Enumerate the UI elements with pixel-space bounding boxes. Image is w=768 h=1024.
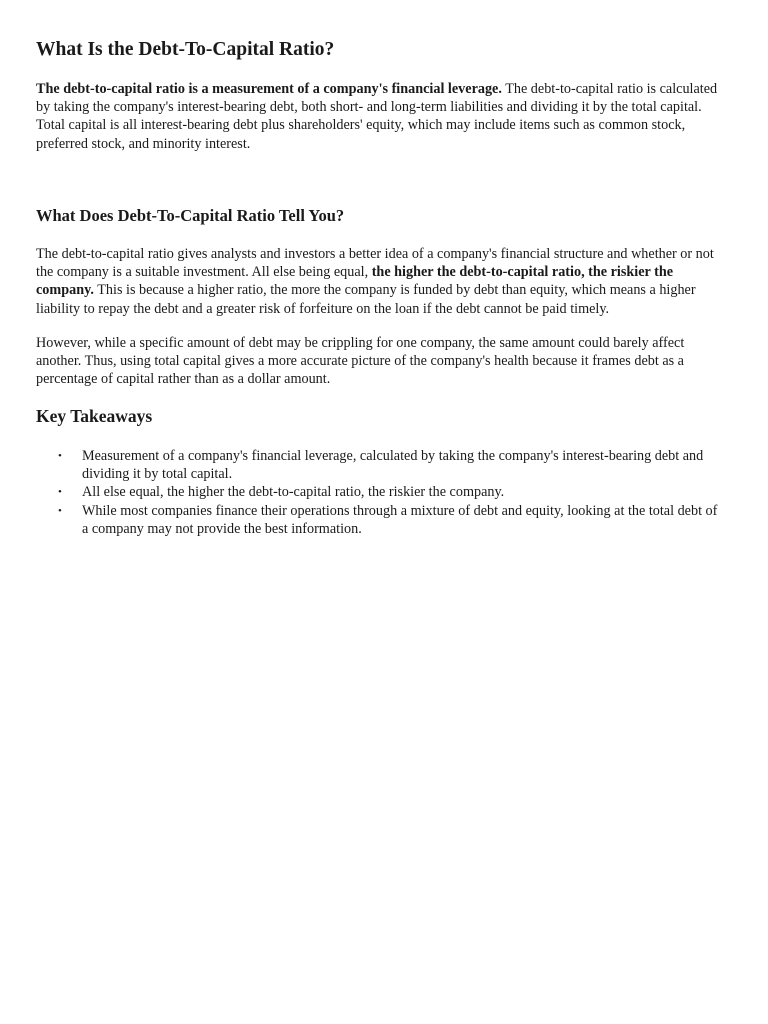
bullet-icon: • (58, 504, 62, 517)
list-item (58, 483, 732, 501)
page-title: What Is the Debt-To-Capital Ratio? (36, 39, 335, 60)
list-item-text: While most companies finance their operations through a mixture of debt and equity, looking at the total debt of a company may not provide the best information. (82, 502, 718, 537)
intro-bold-definition: The debt-to-capital ratio is a measurement of a company's financial leverage. (36, 81, 502, 97)
list-item-text: Measurement of a company's financial leverage, calculated by taking the company's interest-bearing debt and dividing it by total capital. (82, 448, 704, 483)
section-paragraph-2: However, while a specific amount of debt may be crippling for one company, the same amount could barely affect another. Thus, using total capital gives a more accurate picture of the company's health because it frames debt as a percentage of capital rather than as a dollar amount. (36, 335, 685, 388)
intro-paragraph (36, 80, 732, 153)
section-paragraph-1-tail: This is because a higher ratio, the more the company is funded by debt than equity, which means a higher liability to repay the debt and a greater risk of forfeiture on the loan if the debt cannot be paid timely. (36, 282, 696, 317)
list-item-text: All else equal, the higher the debt-to-capital ratio, the riskier the company. (82, 484, 505, 501)
section-paragraph-1 (36, 245, 732, 318)
bullet-icon: • (58, 450, 62, 462)
section-paragraph-1-lead: The debt-to-capital ratio gives analysts and investors a better idea of a company's financial structure and whether or not the company is a suitable investment. All else being equal, (36, 246, 714, 281)
key-takeaways-list (36, 447, 732, 538)
section-heading: What Does Debt-To-Capital Ratio Tell You? (36, 206, 345, 225)
list-item (58, 502, 732, 538)
intro-body-text: The debt-to-capital ratio is calculated by taking the company's interest-bearing debt, both short- and long-term liabilities and dividing it by the total capital. Total capital is all interest-bearing debt plus shareholders' equity, which may include items such as common stock, preferred stock, and minority interest. (36, 81, 718, 152)
list-item (58, 447, 732, 483)
bullet-icon: • (58, 486, 62, 499)
section-paragraph-1-bold: the higher the debt-to-capital ratio, the riskier the company. (36, 264, 674, 299)
key-takeaways-heading: Key Takeaways (36, 406, 153, 426)
